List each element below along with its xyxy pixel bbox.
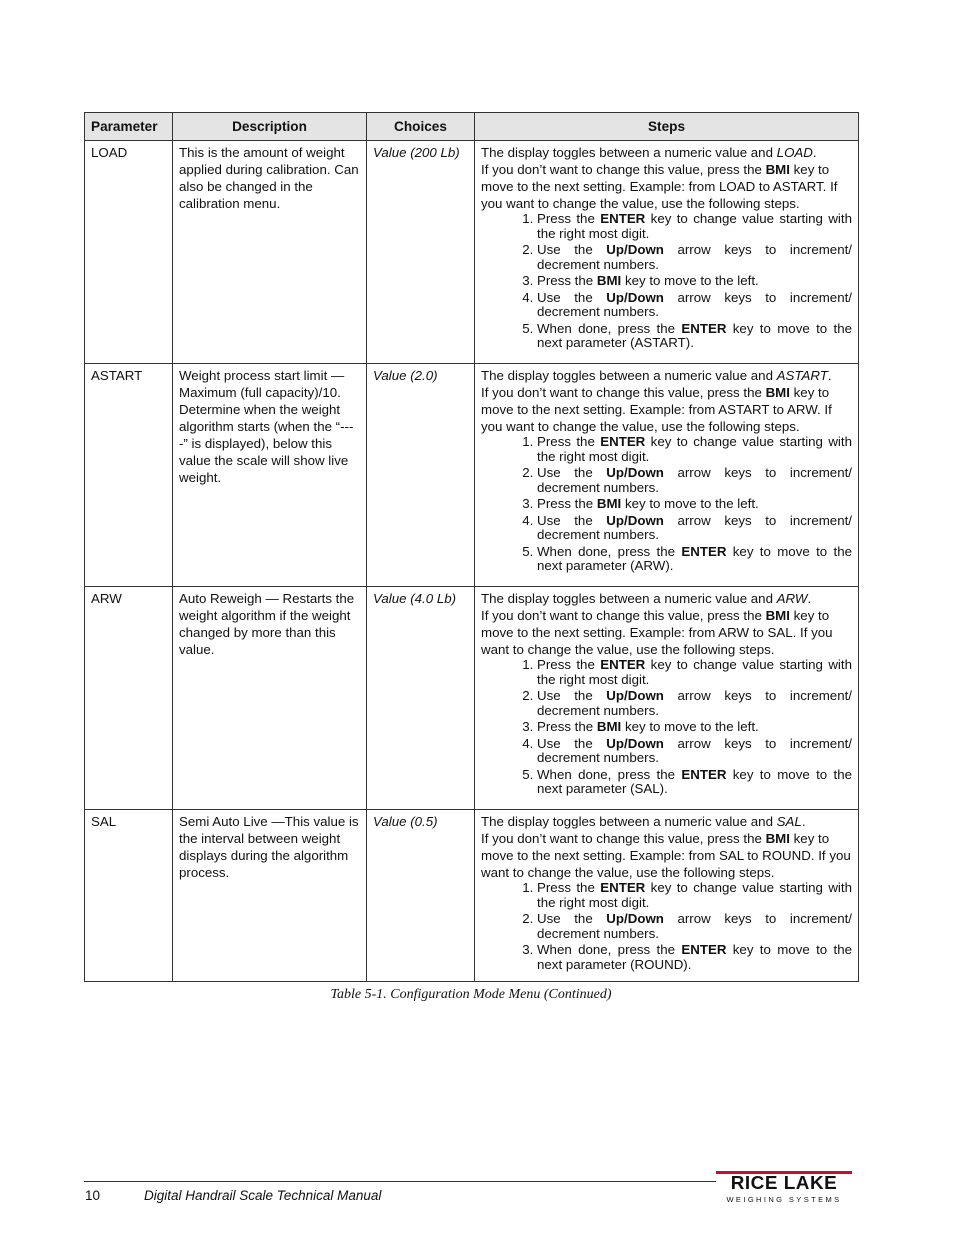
skip-post: key to move to the next setting. Example: from LOAD to ASTART. If you want to change the value, use the following steps. [481, 162, 838, 211]
skip-key: BMI [765, 608, 790, 623]
header-description: Description [173, 113, 367, 141]
table-row [85, 587, 859, 810]
table-caption: Table 5-1. Configuration Mode Menu (Continued) [330, 987, 612, 1002]
steps-list [481, 881, 852, 972]
skip-post: key to move to the next setting. Example: from ARW to SAL. If you want to change the value, use the following steps. [481, 608, 833, 657]
steps-cell [475, 141, 859, 364]
step-key: ENTER [681, 766, 727, 782]
page-number: 10 [85, 1188, 101, 1203]
step-item [537, 291, 852, 320]
step-pre: Use the [537, 289, 607, 305]
skip-text: If you don’t want to change this value, press the [481, 608, 766, 623]
intro-post: . [807, 591, 812, 606]
step-item [537, 435, 852, 464]
intro-post: . [801, 814, 806, 829]
step-key: ENTER [681, 942, 727, 957]
step-pre: Press the [537, 719, 597, 734]
step-pre: Use the [537, 242, 607, 257]
logo-name: RICE LAKE [730, 1173, 838, 1193]
step-post: arrow keys to increment/ decrement numbers. [537, 289, 852, 319]
parameter-cell: LOAD [85, 141, 173, 364]
table-row [85, 810, 859, 982]
intro-text: The display toggles between a numeric value and [481, 814, 777, 829]
step-item [537, 514, 852, 543]
steps-intro [481, 590, 852, 658]
step-key: Up/Down [606, 289, 664, 305]
rice-lake-logo [716, 1171, 854, 1207]
choices-cell: Value (4.0 Lb) [367, 587, 475, 810]
step-post: key to move to the left. [621, 719, 759, 734]
step-item [537, 322, 852, 351]
step-pre: When done, press the [537, 320, 682, 336]
step-post: key to change value starting with the right most digit. [537, 657, 852, 687]
step-post: arrow keys to increment/ decrement numbers. [537, 735, 852, 765]
step-item [537, 212, 852, 241]
step-pre: Press the [537, 880, 601, 895]
intro-text: The display toggles between a numeric value and [481, 368, 777, 383]
step-pre: Use the [537, 688, 607, 703]
step-item [537, 658, 852, 687]
step-item [537, 689, 852, 718]
step-post: key to move to the next parameter (ASTART). [537, 320, 852, 350]
step-post: key to move to the left. [621, 496, 759, 511]
skip-text: If you don’t want to change this value, press the [481, 831, 766, 846]
skip-key: BMI [765, 831, 790, 846]
step-pre: Press the [537, 211, 601, 226]
step-item [537, 243, 852, 272]
step-key: ENTER [681, 543, 727, 559]
skip-text: If you don’t want to change this value, press the [481, 385, 766, 400]
step-pre: When done, press the [537, 543, 682, 559]
intro-text: The display toggles between a numeric value and [481, 591, 777, 606]
step-item [537, 768, 852, 797]
step-key: Up/Down [606, 242, 664, 257]
intro-text: The display toggles between a numeric value and [481, 145, 777, 160]
intro-value: ARW [776, 591, 808, 606]
step-post: key to change value starting with the right most digit. [537, 434, 852, 464]
step-pre: Press the [537, 657, 601, 672]
parameter-cell: SAL [85, 810, 173, 982]
step-item [537, 737, 852, 766]
step-post: arrow keys to increment/ decrement numbers. [537, 688, 852, 718]
description-cell: Semi Auto Live —This value is the interval between weight displays during the algorithm process. [173, 810, 367, 982]
logo-subtitle: WEIGHING SYSTEMS [726, 1195, 842, 1204]
header-steps: Steps [475, 113, 859, 141]
step-post: arrow keys to increment/ decrement numbers. [537, 911, 852, 941]
step-key: ENTER [600, 657, 646, 672]
skip-key: BMI [765, 385, 790, 400]
step-post: arrow keys to increment/ decrement numbers. [537, 512, 852, 542]
step-item [537, 720, 852, 735]
parameter-cell: ASTART [85, 364, 173, 587]
step-key: BMI [596, 719, 622, 734]
step-key: ENTER [600, 211, 646, 226]
step-post: arrow keys to increment/ decrement numbers. [537, 465, 852, 495]
intro-value: LOAD [776, 145, 813, 160]
step-key: ENTER [681, 320, 727, 336]
intro-post: . [827, 368, 832, 383]
config-mode-table [84, 112, 859, 982]
description-cell: Weight process start limit — Maximum (full capacity)/10. Determine when the weight algorithm starts (when the “----” is displayed), below this value the scale will show live weight. [173, 364, 367, 587]
description-cell: Auto Reweigh — Restarts the weight algorithm if the weight changed by more than this value. [173, 587, 367, 810]
table-row [85, 364, 859, 587]
steps-intro [481, 813, 852, 881]
table-row [85, 141, 859, 364]
step-pre: When done, press the [537, 766, 682, 782]
step-key: BMI [596, 496, 622, 511]
choices-cell: Value (2.0) [367, 364, 475, 587]
steps-intro [481, 144, 852, 212]
steps-list [481, 435, 852, 574]
step-item [537, 497, 852, 512]
step-post: arrow keys to increment/ decrement numbers. [537, 242, 852, 272]
step-post: key to move to the left. [621, 273, 759, 288]
step-item [537, 274, 852, 289]
step-pre: Use the [537, 735, 607, 751]
step-item [537, 466, 852, 495]
header-choices: Choices [367, 113, 475, 141]
step-post: key to move to the next parameter (ARW). [537, 543, 852, 573]
intro-post: . [812, 145, 817, 160]
step-item [537, 943, 852, 972]
choices-cell: Value (200 Lb) [367, 141, 475, 364]
step-pre: Press the [537, 273, 597, 288]
skip-text: If you don’t want to change this value, press the [481, 162, 766, 177]
step-post: key to change value starting with the right most digit. [537, 211, 852, 241]
skip-key: BMI [765, 162, 790, 177]
step-key: Up/Down [606, 911, 664, 926]
step-key: Up/Down [606, 688, 664, 703]
step-key: ENTER [600, 880, 646, 895]
step-item [537, 881, 852, 910]
intro-value: SAL [776, 814, 802, 829]
steps-list [481, 212, 852, 351]
step-post: key to move to the next parameter (SAL). [537, 766, 852, 796]
parameter-cell: ARW [85, 587, 173, 810]
step-post: key to move to the next parameter (ROUND). [537, 942, 852, 972]
choices-cell: Value (0.5) [367, 810, 475, 982]
step-pre: When done, press the [537, 942, 682, 957]
steps-intro [481, 367, 852, 435]
steps-cell [475, 810, 859, 982]
skip-post: key to move to the next setting. Example: from ASTART to ARW. If you want to change the value, use the following steps. [481, 385, 832, 434]
table-header-row [85, 113, 859, 141]
manual-title: Digital Handrail Scale Technical Manual [144, 1188, 382, 1203]
steps-cell [475, 364, 859, 587]
step-key: BMI [596, 273, 622, 288]
intro-value: ASTART [776, 368, 828, 383]
step-pre: Press the [537, 434, 601, 449]
steps-cell [475, 587, 859, 810]
step-key: Up/Down [606, 735, 664, 751]
step-pre: Use the [537, 911, 607, 926]
skip-post: key to move to the next setting. Example: from SAL to ROUND. If you want to change the value, use the following steps. [481, 831, 851, 880]
step-post: key to change value starting with the right most digit. [537, 880, 852, 910]
step-key: Up/Down [606, 512, 664, 528]
step-item [537, 912, 852, 941]
step-pre: Press the [537, 496, 597, 511]
step-pre: Use the [537, 465, 607, 480]
step-key: Up/Down [606, 465, 664, 480]
step-key: ENTER [600, 434, 646, 449]
step-item [537, 545, 852, 574]
steps-list [481, 658, 852, 797]
step-pre: Use the [537, 512, 607, 528]
header-parameter: Parameter [85, 113, 173, 141]
description-cell: This is the amount of weight applied during calibration. Can also be changed in the calibration menu. [173, 141, 367, 364]
